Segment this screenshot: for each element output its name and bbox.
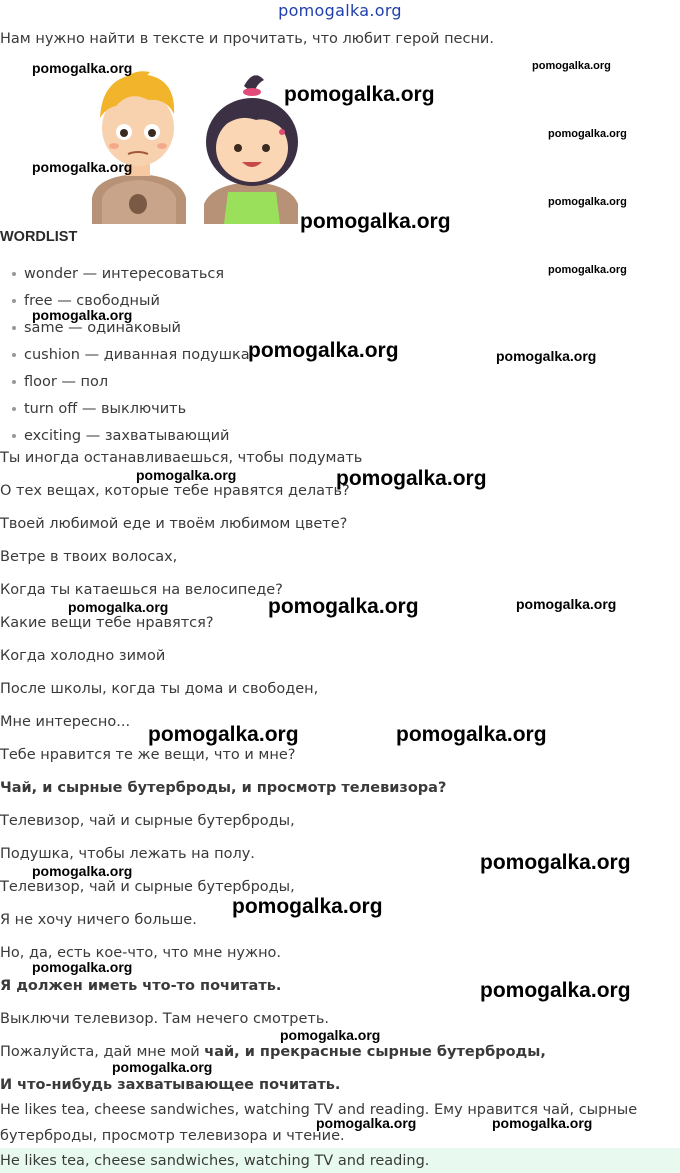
watermark: pomogalka.org <box>136 467 237 483</box>
watermark: pomogalka.org <box>480 851 631 874</box>
song-line: Я не хочу ничего больше. <box>0 912 197 928</box>
answer-text-line2: бутерброды, просмотр телевизора и чтение. <box>0 1128 345 1144</box>
watermark: pomogalka.org <box>532 60 611 72</box>
watermark: pomogalka.org <box>316 1115 417 1131</box>
song-line-highlight: И что-нибудь захватывающее почитать. <box>0 1077 341 1093</box>
wordlist-item: free — свободный <box>12 293 160 309</box>
watermark: pomogalka.org <box>548 196 627 208</box>
watermark: pomogalka.org <box>548 264 627 276</box>
song-line: Твоей любимой еде и твоём любимом цвете? <box>0 516 348 532</box>
song-line: Мне интересно... <box>0 714 131 730</box>
watermark: pomogalka.org <box>68 599 169 615</box>
answer-text-highlighted: He likes tea, cheese sandwiches, watching TV and reading. <box>0 1153 430 1169</box>
song-line: Телевизор, чай и сырные бутерброды, <box>0 813 295 829</box>
song-line: Подушка, чтобы лежать на полу. <box>0 846 255 862</box>
wordlist-item: wonder — интересоваться <box>12 266 224 282</box>
watermark: pomogalka.org <box>32 159 133 175</box>
wordlist-item: cushion — диванная подушка <box>12 347 250 363</box>
watermark: pomogalka.org <box>112 1059 213 1075</box>
watermark: pomogalka.org <box>492 1115 593 1131</box>
watermark: pomogalka.org <box>284 83 435 106</box>
song-line-highlight: Я должен иметь что-то почитать. <box>0 978 282 994</box>
song-line: Когда ты катаешься на велосипеде? <box>0 582 283 598</box>
watermark: pomogalka.org <box>268 595 419 618</box>
watermark: pomogalka.org <box>148 723 299 746</box>
song-line: Телевизор, чай и сырные бутерброды, <box>0 879 295 895</box>
watermark: pomogalka.org <box>336 467 487 490</box>
song-line: Ты иногда останавливаешься, чтобы подумать <box>0 450 363 466</box>
song-line: Выключи телевизор. Там нечего смотреть. <box>0 1011 329 1027</box>
watermark: pomogalka.org <box>32 60 133 76</box>
watermark: pomogalka.org <box>32 863 133 879</box>
wordlist-item: floor — пол <box>12 374 108 390</box>
song-line: Тебе нравится те же вещи, что и мне? <box>0 747 296 763</box>
watermark: pomogalka.org <box>496 348 597 364</box>
wordlist-item: same — одинаковый <box>12 320 181 336</box>
wordlist-item: exciting — захватывающий <box>12 428 229 444</box>
wordlist-item: turn off — выключить <box>12 401 186 417</box>
song-line: Ветре в твоих волосах, <box>0 549 178 565</box>
song-line: Пожалуйста, дай мне мой чай, и прекрасные сырные бутерброды, <box>0 1044 546 1060</box>
song-line-highlight-part: чай, и прекрасные сырные бутерброды, <box>204 1044 546 1060</box>
watermark: pomogalka.org <box>396 723 547 746</box>
answer-text-line1: He likes tea, cheese sandwiches, watching TV and reading. Ему нравится чай, сырные <box>0 1102 638 1118</box>
watermark: pomogalka.org <box>32 307 133 323</box>
site-title-link[interactable]: pomogalka.org <box>278 1 402 20</box>
song-line: Какие вещи тебе нравятся? <box>0 615 214 631</box>
watermark: pomogalka.org <box>300 210 451 233</box>
watermark: pomogalka.org <box>548 128 627 140</box>
intro-text: Нам нужно найти в тексте и прочитать, что любит герой песни. <box>0 31 494 47</box>
watermark: pomogalka.org <box>248 339 399 362</box>
watermark: pomogalka.org <box>280 1027 381 1043</box>
watermark: pomogalka.org <box>232 895 383 918</box>
song-line: О тех вещах, которые тебе нравятся делать? <box>0 483 350 499</box>
song-line: После школы, когда ты дома и свободен, <box>0 681 319 697</box>
watermark: pomogalka.org <box>32 959 133 975</box>
children-illustration <box>88 58 303 224</box>
watermark: pomogalka.org <box>516 596 617 612</box>
watermark: pomogalka.org <box>480 979 631 1002</box>
song-line: Но, да, есть кое-что, что мне нужно. <box>0 945 282 961</box>
song-line: Когда холодно зимой <box>0 648 166 664</box>
wordlist-heading: WORDLIST <box>0 229 78 245</box>
song-line-highlight: Чай, и сырные бутерброды, и просмотр телевизора? <box>0 780 447 796</box>
boy-figure <box>92 71 186 224</box>
